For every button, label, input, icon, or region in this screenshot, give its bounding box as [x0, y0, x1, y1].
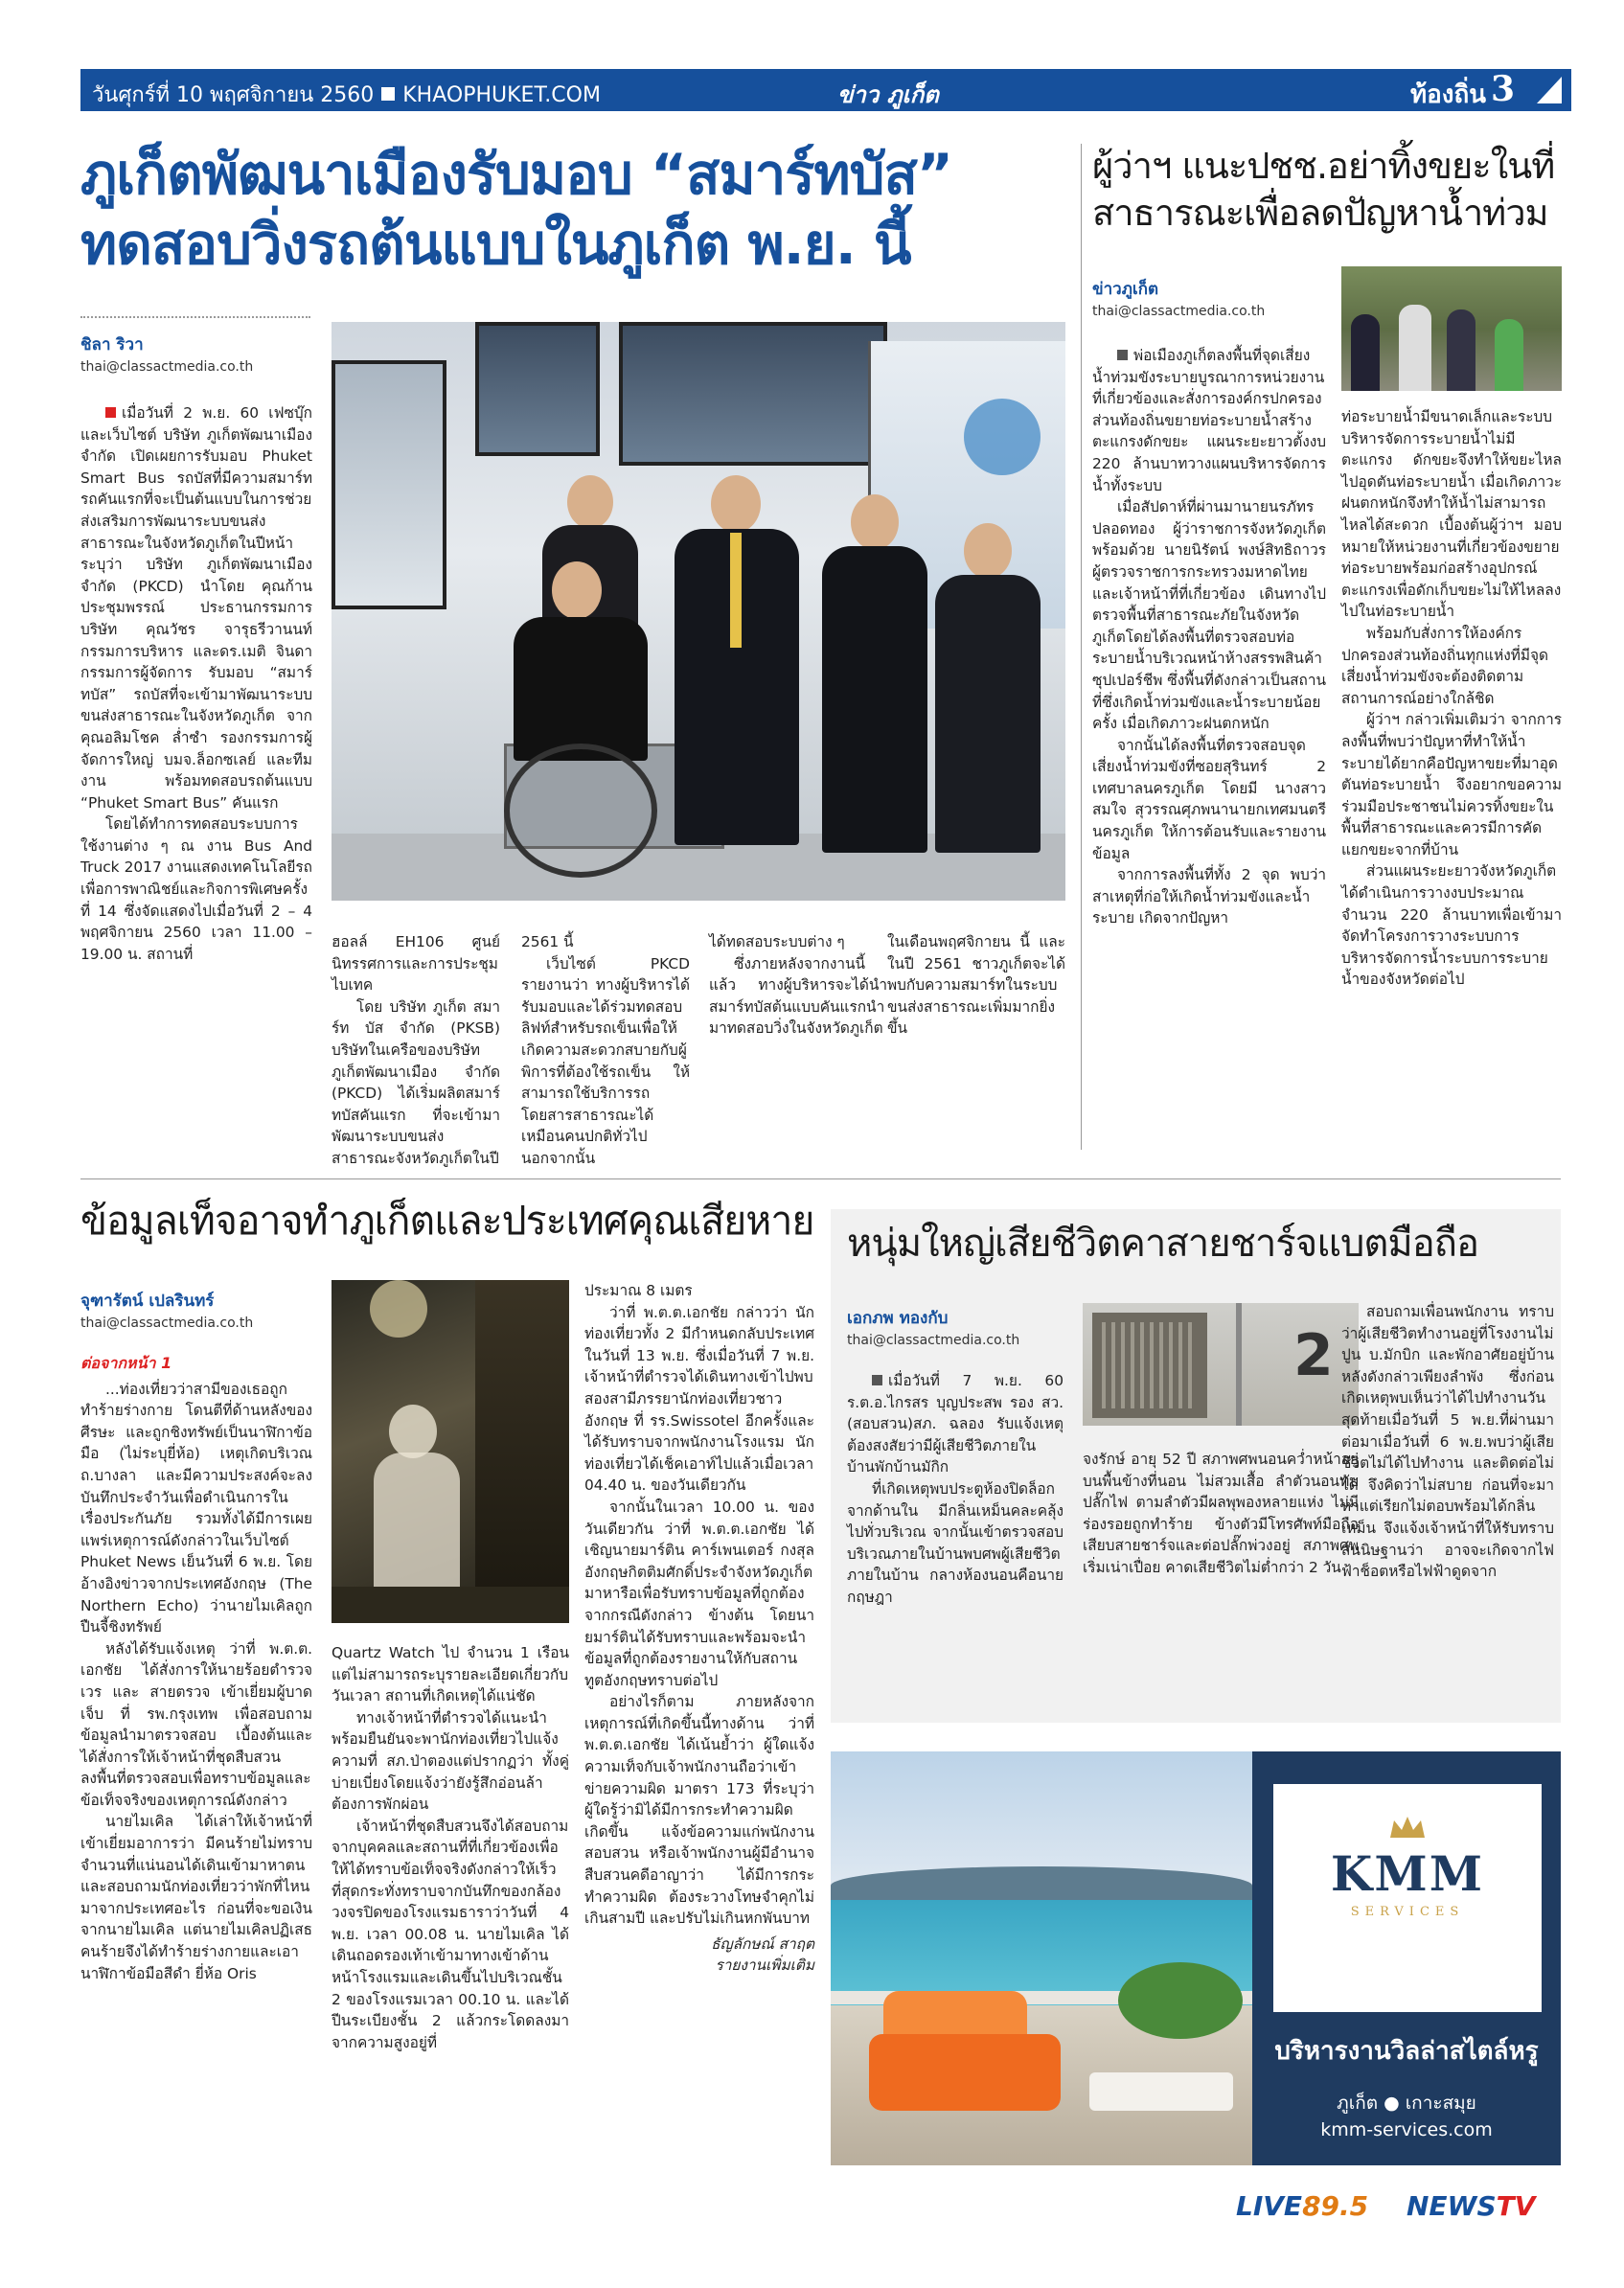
- site-name: KHAOPHUKET.COM: [402, 83, 601, 107]
- article1-col4: ได้ทดสอบระบบต่าง ๆ ซึ่งภายหลังจากงานนี้แล้ว ทางผู้บริหารจะได้นำสมาร์ทบัสต้นแบบคันแรกนำมาทดสอบวิ่งในจังหวัดภูเก็ตในเดือนพฤศจิกายน นี้ และในปี 2561 ชาวภูเก็ตจะได้พบกับความสมาร์ทในระบบขนส่งสาธารณะเพิ่มมากยิ่งขึ้น: [709, 933, 1065, 1038]
- article3-col2: Quartz Watch ไป จำนวน 1 เรือน แต่ไม่สามารถระบุรายละเอียดเกี่ยวกับวันเวลา สถานที่เกิดเหตุได้แน่ชัด ทางเจ้าหน้าที่ตำรวจได้แนะนำพร้อมยืนยันจะพานักท่องเที่ยวไปแจ้งความที่ สภ.ป่าตองแต่ปรากฏว่า ทั้งคู่บ่ายเบี่ยงโดยแจ้งว่ายังรู้สึกอ่อนล้าต้องการพักผ่อน เจ้าหน้าที่ชุดสืบสวนจึงได้สอบถามจากบุคคลและสถานที่ที่เกี่ยวข้องเพื่อให้ได้ทราบข้อเท็จจริงดังกล่าวให้เร็วที่สุดกระทั่งทราบจากบันทึกของกล้องวงจรปิดของโรงแรมธาราว่าวันที่ 4 พ.ย. เวลา 00.08 น. นายไมเคิล ได้เดินถอดรองเท้าเข้ามาทางเข้าด้านหน้าโรงแรมและเดินขึ้นไปบริเวณชั้น 2 ของโรงแรมเวลา 00.10 น. และได้ปีนระเบียงชั้น 2 แล้วกระโดดลงมาจากความสูงอยู่ที่: [332, 1644, 569, 2051]
- article3-col1: ต่อจากหน้า 1 ...ท่องเที่ยวว่าสามีของเธอถูกทำร้ายร่างกาย โดนตีที่ด้านหลังของศีรษะ และถูกชิงทรัพย์เป็นนาฬิกาข้อมือ (ไม่ระบุยี่ห้อ) เหตุเกิดบริเวณ ถ.บางลา และมีความประสงค์จะลงบันทึกประจำวันเพื่อดำเนินการในเรื่องประกันภัย รวมทั้งได้มีการเผยแพร่เหตุการณ์ดังกล่าวในเว็บไซต์ Phuket News เย็นวันที่ 6 พ.ย. โดยอ้างอิงข่าวจากประเทศอังกฤษ (The Northern Echo) ว่านายไมเคิลถูกปืนจี้ชิงทรัพย์ หลังได้รับแจ้งเหตุ ว่าที่ พ.ต.ต. เอกชัย ได้สั่งการให้นายร้อยตำรวจเวร และ สายตรวจ เข้าเยี่ยมผู้บาดเจ็บ ที่ รพ.กรุงเทพ เพื่อสอบถามข้อมูลนำมาตรวจสอบ เบื้องต้นและได้สั่งการให้เจ้าหน้าที่ชุดสืบสวนลงพื้นที่ตรวจสอบเพื่อทราบข้อมูลและข้อเท็จจริงของเหตุการณ์ดังกล่าว นายไมเคิล ได้เล่าให้เจ้าหน้าที่เข้าเยี่ยมอาการว่า มีคนร้ายไม่ทราบจำนวนที่แน่นอนได้เดินเข้ามาหาตน และสอบถามนักท่องเที่ยวว่าพักที่ไหน มาจากประเทศอะไร ก่อนที่จะขอเงินจากนายไมเคิล แต่นายไมเคิลปฏิเสธ คนร้ายจึงได้ทำร้ายร่างกายและเอานาฬิกาข้อมือสีดำ ยี่ห้อ Oris: [80, 1354, 312, 1982]
- newspaper-logo: ข่าว ภูเก็ต: [837, 81, 939, 108]
- bullet-icon: [872, 1375, 882, 1385]
- ad-tagline: บริหารงานวิลล่าสไตล์หรู: [1274, 2037, 1539, 2066]
- article4-col3: สอบถามเพื่อนพนักงาน ทราบว่าผู้เสียชีวิตทำงานอยู่ที่โรงงานไม่ปูน บ.มักบิก และพักอาศัยอยู่บ้านหลังดังกล่าวเพียงลำพัง ซึ่งก่อนเกิดเหตุพบเห็นว่าได้ไปทำงานวันสุดท้ายเมื่อวันที่ 5 พ.ย.ที่ผ่านมา ต่อมาเมื่อวันที่ 6 พ.ย.พบว่าผู้เสียชีวิตไม่ได้ไปทำงาน และติดต่อไม่ได้ จึงคิดว่าไม่สบาย ก่อนที่จะมาหาแต่เรียกไม่ตอบพร้อมได้กลิ่นเหม็น จึงแจ้งเจ้าหน้าที่ให้รับทราบ สันนิษฐานว่า อาจจะเกิดจากไฟฟ้าช็อตหรือไฟฟ้าดูดจาก: [1341, 1303, 1554, 1581]
- kmm-brand: KMM: [1330, 1845, 1485, 1902]
- divider: [80, 316, 310, 318]
- page-number: 3: [1490, 69, 1515, 109]
- bullet-icon: [105, 407, 116, 418]
- article2-col1: พ่อเมืองภูเก็ตลงพื้นที่จุดเสี่ยงน้ำท่วมขังระบายบูรณาการหน่วยงานที่เกี่ยวข้องและสั่งการองค์กรปกครองส่วนท้องถิ่นขยายท่อระบายน้ำสร้างตะแกรงดักขยะ แผนระยะยาวตั้งงบ 220 ล้านบาทวางแผนบริหารจัดการน้ำทั้งระบบ เมื่อสัปดาห์ที่ผ่านมานายนรภัทร ปลอดทอง ผู้ว่าราชการจังหวัดภูเก็ต พร้อมด้วย นายนิรัตน์ พงษ์สิทธิถาวร ผู้ตรวจราชการกระทรวงมหาดไทย และเจ้าหน้าที่ที่เกี่ยวข้อง เดินทางไปตรวจพื้นที่สาธารณะภัยในจังหวัดภูเก็ตโดยได้ลงพื้นที่ตรวจสอบท่อระบายน้ำบริเวณหน้าห้างสรรพสินค้าซุปเปอร์ชีพ ซึ่งพื้นที่ดังกล่าวเป็นสถานที่ซึ่งเกิดน้ำท่วมขังและน้ำระบายน้อยครั้ง เมื่อเกิดภาวะฝนตกหนัก จากนั้นได้ลงพื้นที่ตรวจสอบจุดเสี่ยงน้ำท่วมขังที่ซอยสุรินทร์ 2 เทศบาลนครภูเก็ต โดยมี นางสาวสมใจ สุวรรณศุภพนานายกเทศมนตรีนครภูเก็ต ให้การต้อนรับและรายงานข้อมูล จากการลงพื้นที่ทั้ง 2 จุด พบว่าสาเหตุที่ก่อให้เกิดน้ำท่วมขังและน้ำระบาย เกิดจากปัญหา: [1092, 347, 1326, 927]
- article1-byline: ชิลา ริวา thai@classactmedia.co.th: [80, 335, 254, 375]
- article4-col2: จงรักษ์ อายุ 52 ปี สภาพศพนอนคว่ำหน้าอยู่บนพื้นข้างที่นอน ไม่สวมเสื้อ ลำตัวนอนทับปลั๊กไฟ ตามลำตัวมีผลพุพองหลายแห่ง ไม่มีร่องรอยถูกทำร้าย ข้างตัวมีโทรศัพท์มือถือเสียบสายชาร์จและต่อปลั๊กพ่วงอยู่ สภาพศพเริ่มเน่าเปื่อย คาดเสียชีวิตไม่ต่ำกว่า 2 วัน: [1083, 1451, 1359, 1576]
- author-email: thai@classactmedia.co.th: [80, 1316, 254, 1331]
- ad-url[interactable]: kmm-services.com: [1320, 2119, 1493, 2140]
- live-radio-logo: LIVE89.5: [1236, 2190, 1369, 2222]
- author-email: thai@classactmedia.co.th: [80, 359, 254, 375]
- article2-byline: ข่าวภูเก็ต thai@classactmedia.co.th: [1092, 280, 1266, 319]
- kmm-services-label: SERVICES: [1350, 1905, 1465, 1919]
- author-email: thai@classactmedia.co.th: [1092, 304, 1266, 319]
- article1-headline: ภูเก็ตพัฒนาเมืองรับมอบ “สมาร์ทบัส” ทดสอบวิ่งรถต้นแบบในภูเก็ต พ.ย. นี้: [80, 142, 952, 277]
- article4-byline: เอกภพ ทองกับ thai@classactmedia.co.th: [847, 1309, 1020, 1348]
- smart-bus-photo: [332, 322, 1065, 901]
- column-divider: [1081, 144, 1082, 1150]
- article4-headline: หนุ่มใหญ่เสียชีวิตคาสายชาร์จแบตมือถือ: [847, 1222, 1479, 1266]
- author-email: thai@classactmedia.co.th: [847, 1333, 1020, 1348]
- crime-scene-photo: 2: [1083, 1303, 1359, 1426]
- bullet-icon: [1117, 350, 1128, 360]
- kmm-advertisement[interactable]: [831, 1751, 1561, 2165]
- article3-byline: จุฑารัตน์ เปลรินทร์ thai@classactmedia.co.th: [80, 1292, 254, 1331]
- article2-headline: ผู้ว่าฯ แนะปชช.อย่าทิ้งขยะในที่ สาธารณะเพื่อลดปัญหาน้ำท่วม: [1092, 145, 1555, 234]
- square-icon: [381, 87, 395, 101]
- crown-icon: [1388, 1815, 1427, 1840]
- masthead-date-line: [92, 78, 601, 111]
- section-name: ท้องถิ่น: [1410, 80, 1486, 109]
- masthead: [80, 69, 1561, 111]
- flood-inspection-photo: [1341, 266, 1562, 391]
- issue-date: วันศุกร์ที่ 10 พฤศจิกายน 2560: [92, 83, 375, 107]
- section-divider: [80, 1178, 1561, 1179]
- article3-headline: ข้อมูลเท็จอาจทำภูเก็ตและประเทศคุณเสียหาย: [80, 1198, 814, 1244]
- article4-col1: เมื่อวันที่ 7 พ.ย. 60 ร.ต.อ.ไกรสร บุญประสพ รอง สว.(สอบสวน)สภ. ฉลอง รับแจ้งเหตุต้องสงสัยว่ามีผู้เสียชีวิตภายในบ้านพักบ้านมักิก ที่เกิดเหตุพบประตูห้องปิดล็อกจากด้านใน มีกลิ่นเหม็นคละคลุ้งไปทั่วบริเวณ จากนั้นเข้าตรวจสอบบริเวณภายในบ้านพบศพผู้เสียชีวิตภายในบ้าน กลางห้องนอนคือนายกฤษฎา: [847, 1372, 1064, 1606]
- article1-col2: ฮอลล์ EH106 ศูนย์นิทรรศการและการประชุมไบเทค โดย บริษัท ภูเก็ต สมาร์ท บัส จำกัด (PKSB) บริษัทในเครือของบริษัท ภูเก็ตพัฒนาเมือง จำกัด (PKCD) ได้เริ่มผลิตสมาร์ทบัสคันแรก ที่จะเข้ามาพัฒนาระบบขนส่งสาธารณะจังหวัดภูเก็ตในปี: [332, 933, 500, 1167]
- continued-label: ต่อจากหน้า 1: [80, 1354, 172, 1372]
- hotel-cctv-photo: [332, 1280, 569, 1623]
- article3-col3: ประมาณ 8 เมตร ว่าที่ พ.ต.ต.เอกชัย กล่าวว่า นักท่องเที่ยวทั้ง 2 มีกำหนดกลับประเทศในวันที่ 13 พ.ย. ซึ่งเมื่อวันที่ 7 พ.ย. เจ้าหน้าที่ตำรวจได้เดินทางเข้าไปพบสองสามีภรรยานักท่องเที่ยวชาวอังกฤษ ที่ รร.Swissotel อีกครั้งและได้รับทราบจากพนักงานโรงแรม นักท่องเที่ยวได้เช็คเอาท์ไปแล้วเมื่อเวลา 04.40 น. ของวันเดียวกัน จากนั้นในเวลา 10.00 น. ของวันเดียวกัน ว่าที่ พ.ต.ต.เอกชัย ได้เชิญนายมาร์ติน คาร์เพนเตอร์ กงสุลอังกฤษกิตติมศักดิ์ประจำจังหวัดภูเก็ต มาหารือเพื่อรับทราบข้อมูลที่ถูกต้องจากกรณีดังกล่าว ข้างต้น โดยนายมาร์ตินได้รับทราบและพร้อมจะนำข้อมูลที่ถูกต้องรายงานให้กับสถานทูตอังกฤษทราบต่อไป อย่างไรก็ตาม ภายหลังจากเหตุการณ์ที่เกิดขึ้นนี้ทางด้าน ว่าที่ พ.ต.ต.เอกชัย ได้เน้นย้ำว่า ผู้ใดแจ้งความเท็จกับเจ้าพนักงานถือว่าเข้าข่ายความผิด มาตรา 173 ที่ระบุว่า ผู้ใดรู้ว่ามิได้มีการกระทำความผิดเกิดขึ้น แจ้งข้อความแก่พนักงานสอบสวน หรือเจ้าพนักงานผู้มีอำนาจสืบสวนคดีอาญาว่า ได้มีการกระทำความผิด ต้องระวางโทษจำคุกไม่เกินสามปี และปรับไม่เกินหกพันบาท ธัญลักษณ์ สาฤต รายงานเพิ่มเติม: [584, 1280, 814, 2215]
- article2-col2: ท่อระบายน้ำมีขนาดเล็กและระบบบริหารจัดการระบายน้ำไม่มีตะแกรง ดักขยะจึงทำให้ขยะไหลไปอุดตันท่อระบายน้ำ เมื่อเกิดภาวะฝนตกหนักจึงทำให้น้ำไม่สามารถไหลได้สะดวก เบื้องต้นผู้ว่าฯ มอบหมายให้หน่วยงานที่เกี่ยวข้องขยายท่อระบายพร้อมก่อสร้างอุปกรณ์ตะแกรงเพื่อดักเก็บขยะไม่ให้ไหลลงไปในท่อระบายน้ำ พร้อมกับสั่งการให้องค์กรปกครองส่วนท้องถิ่นทุกแห่งที่มีจุดเสี่ยงน้ำท่วมขังจะต้องติดตามสถานการณ์อย่างใกล้ชิด ผู้ว่าฯ กล่าวเพิ่มเติมว่า จากการลงพื้นที่พบว่าปัญหาที่ทำให้น้ำระบายได้ยากคือปัญหาขยะที่มาอุดตันท่อระบายน้ำ จึงอยากขอความร่วมมือประชาชนไม่ควรทิ้งขยะในพื้นที่สาธารณะและควรมีการคัดแยกขยะจากที่บ้าน ส่วนแผนระยะยาวจังหวัดภูเก็ตได้ดำเนินการวางงบประมาณจำนวน 220 ล้านบาทเพื่อเข้ามาจัดทำโครงการวางระบบการบริหารจัดการน้ำระบบการระบายน้ำของจังหวัดต่อไป: [1341, 408, 1562, 989]
- article1-col1: เมื่อวันที่ 2 พ.ย. 60 เฟซบุ๊ก และเว็บไซต์ บริษัท ภูเก็ตพัฒนาเมือง จำกัด เปิดเผยการรับมอบ Phuket Smart Bus รถบัสที่มีความสมาร์ท รถคันแรกที่จะเป็นต้นแบบในการช่วยส่งเสริมการพัฒนาระบบขนส่งสาธารณะในจังหวัดภูเก็ตในปีหน้า ระบุว่า บริษัท ภูเก็ตพัฒนาเมือง จำกัด (PKCD) นำโดย คุณก้าน ประชุมพรรณ์ ประธานกรรมการบริษัท คุณวัชร จารุธรีวานนท์ กรรมการบริหาร และดร.เมติ จินดา กรรมการผู้จัดการ รับมอบ “สมาร์ทบัส” รถบัสที่จะเข้ามาพัฒนาระบบขนส่งสาธารณะในจังหวัดภูเก็ต จากคุณอลิมโชค ล่ำซำ รองกรรมการผู้จัดการใหญ่ บมจ.ล็อกซเลย์ และทีมงาน พร้อมทดสอบรถต้นแบบ “Phuket Smart Bus” คันแรก โดยได้ทำการทดสอบระบบการใช้งานต่าง ๆ ณ งาน Bus And Truck 2017 งานแสดงเทคโนโลยีรถเพื่อการพาณิชย์และกิจการพิเศษครั้งที่ 14 ซึ่งจัดแสดงไปเมื่อวันที่ 2 – 4 พฤศจิกายน 2560 เวลา 11.00 – 19.00 น. สถานที่: [80, 404, 312, 963]
- corner-arrow-icon: [1527, 69, 1571, 111]
- article1-col3: 2561 นี้ เว็บไซต์ PKCD รายงานว่า ทางผู้บริหารได้รับมอบและได้ร่วมทดสอบลิฟท์สำหรับรถเข็นเพื่อให้เกิดความสะดวกสบายกับผู้พิการที่ต้องใช้รถเข็น ให้สามารถใช้บริการรถโดยสารสาธารณะได้เหมือนคนปกติทั่วไป นอกจากนั้น: [521, 933, 690, 1167]
- news-tv-logo: NEWSTV: [1407, 2190, 1536, 2222]
- ad-locations: ภูเก็ต ● เกาะสมุย: [1337, 2093, 1476, 2114]
- reporter-signature: ธัญลักษณ์ สาฤต รายงานเพิ่มเติม: [711, 1934, 814, 1975]
